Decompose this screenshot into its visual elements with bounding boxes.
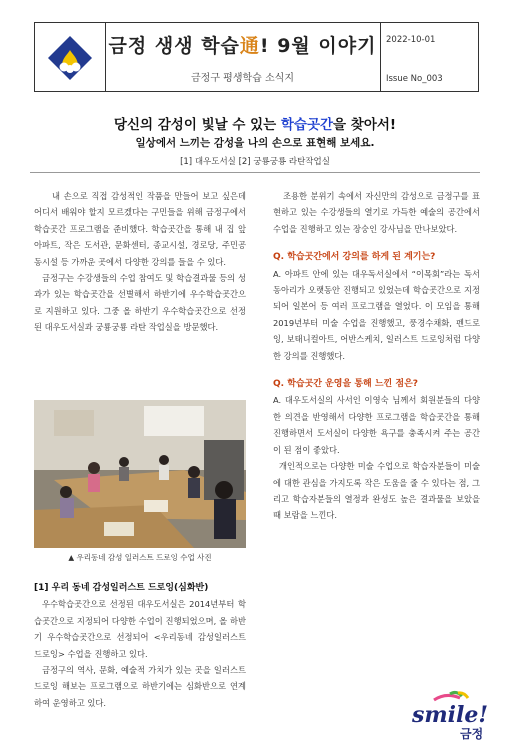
- divider: [30, 172, 480, 173]
- district-emblem-icon: [35, 23, 105, 91]
- section-paragraph-2: 금정구의 역사, 문화, 예술적 가치가 있는 곳을 일러스트 드로잉 해보는 프로그램으로 하반기에는 심화반으로 연계하여 운영하고 있다.: [34, 665, 246, 708]
- section-title: [1] 우리 동네 감성일러스트 드로잉(심화반): [34, 583, 209, 593]
- issue-date: 2022-10-01: [386, 35, 436, 45]
- title-cell: [105, 23, 381, 91]
- section-one: [34, 580, 246, 711]
- smile-geumjeong-logo: [406, 690, 496, 742]
- newsletter-header: [34, 22, 479, 92]
- left-column: [34, 188, 246, 336]
- issue-number: Issue No_003: [386, 74, 443, 84]
- question-2: Q. 학습곳간 운영을 통해 느낀 점은?: [273, 379, 418, 390]
- right-column: [273, 188, 480, 524]
- class-photo: [34, 400, 246, 548]
- district-logo-cell: [35, 23, 106, 91]
- smile-arc-icon: [406, 690, 496, 742]
- smile-logo-sub: 금정: [460, 727, 484, 741]
- answer-2: A. 대우도서실의 사서인 이영숙 님께서 회원분들의 다양한 의견을 반영해서 다양한 프로그램을 학습곳간을 통해 진행하면서 도서실이 다양한 욕구를 충족시켜 주는 공간이 된 점이 좋았다.: [273, 395, 480, 455]
- classroom-illustration: [34, 400, 246, 548]
- interview-intro: 조용한 분위기 속에서 자신만의 감성으로 금정구를 표현하고 있는 수강생들의 열기로 가득한 예술의 공간에서 수업을 진행하고 있는 장숭인 강사님을 만나보았다.: [273, 191, 480, 234]
- article-headline: 당신의 감성이 빛날 수 있는 학습곳간을 찾아서!: [113, 117, 397, 133]
- section-paragraph-1: 우수학습곳간으로 선정된 대우도서실은 2014년부터 학습곳간으로 지정되어 다양한 수업이 진행되었으며, 올 하반기 우수학습곳간으로 선정되어 <우리동네 감성일러스트 드로잉> 수업을 진행하고 있다.: [34, 599, 246, 659]
- newsletter-subtitle: 금정구 평생학습 소식지: [191, 73, 294, 84]
- visit-paragraph: 금정구는 수강생들의 수업 참여도 및 학습결과물 등의 성과가 있는 학습곳간을 선별해서 하반기에 우수학습곳간으로 지원하고 있다. 그중 올 하반기 우수학습곳간으로 선정된 대우도서실과 궁룡궁룡 라탄 작업실을 방문했다.: [34, 273, 246, 333]
- answer-1: A. 아파트 안에 있는 대우독서실에서 “이목회”라는 독서동아리가 오랫동안 진행되고 있었는데 학습곳간으로 지정되어 일본어 등 여러 프로그램을 열었다. 이 모임을 통해 2019년부터 미술 수업을 진행했고, 풍경수채화, 펜드로잉, 보태니컬아트, 어반스케치, 일러스트 드로잉처럼 다양한 강의를 진행했다.: [273, 268, 480, 361]
- intro-paragraph: 내 손으로 직접 감성적인 작품을 만들어 보고 싶은데 어디서 배워야 할지 모르겠다는 구민들을 위해 금정구에서 학습곳간 프로그램을 준비했다. 학습곳간을 통해 내 집 앞 아파트, 작은 도서관, 문화센터, 종교시설, 경로당, 주민공동시설 등 가까운 곳에서 다양한 강의를 들을 수 있다.: [34, 191, 246, 267]
- article-subheadline: 일상에서 느끼는 감성을 나의 손으로 표현해 보세요.: [135, 137, 375, 149]
- photo-caption: ▲ 우리동네 감성 일러스트 드로잉 수업 사진: [68, 553, 212, 562]
- date-issue-cell: [380, 23, 479, 91]
- question-1: Q. 학습곳간에서 강의를 하게 된 계기는?: [273, 252, 436, 263]
- newsletter-title: 금정 생생 학습通! 9월 이야기: [108, 35, 377, 57]
- answer-2-continued: 개인적으로는 다양한 미술 수업으로 학습자분들이 미술에 대한 관심을 가지도록 작은 도움을 줄 수 있다는 점, 그리고 학습자분들의 열정과 완성도 높은 결과물을 보았을 때 보람을 느낀다.: [273, 461, 480, 521]
- article-tags: [1] 대우도서실 [2] 궁룡궁룡 라탄작업실: [180, 157, 330, 167]
- smile-logo-text: smile!: [412, 702, 489, 728]
